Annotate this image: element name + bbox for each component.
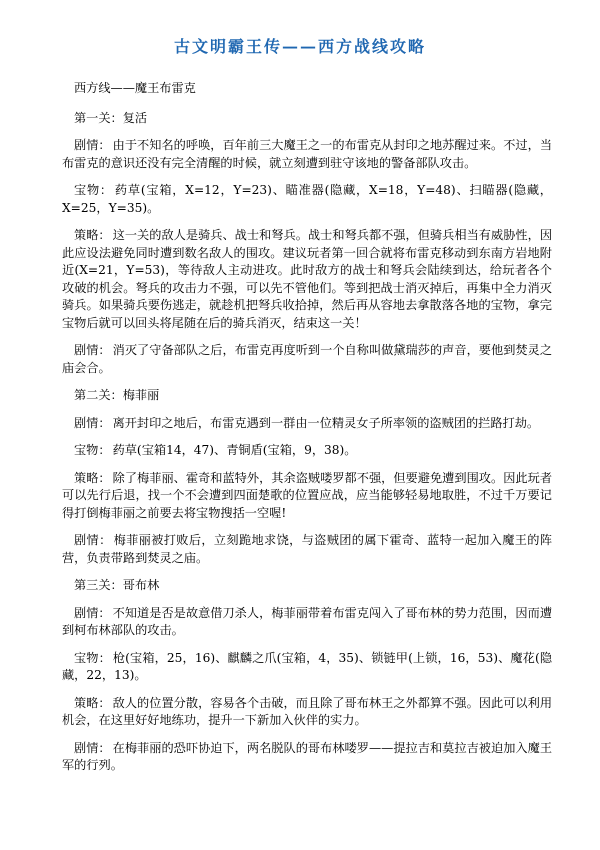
strategy-paragraph [62,470,552,523]
plot-label: 剧情： [74,740,111,755]
treasure-label: 宝物： [74,650,111,665]
plot-text: 在梅菲丽的恐吓协迫下，两名脱队的哥布林喽罗——提拉吉和莫拉吉被迫加入魔王军的行列。 [62,740,553,772]
stage-heading: 第二关：梅菲丽 [74,388,160,402]
strategy-label: 策略： [74,695,111,710]
treasure-text: 药草(宝箱14，47)、青铜盾(宝箱，9，38)。 [112,443,357,457]
plot-label: 剧情： [74,343,111,357]
strategy-paragraph [62,227,552,332]
strategy-text: 敌人的位置分散，容易各个击破，而且除了哥布林王之外都算不强。因此可以利用机会，在这里好好地练功，提升一下新加入伙伴的实力。 [62,695,553,727]
plot-label: 剧情： [74,138,111,152]
section-title: 西方线——魔王布雷克 [74,81,196,95]
stage-heading: 第三关：哥布林 [74,578,160,592]
page-title: 古文明霸王传——西方战线攻略 [173,37,426,56]
article-body [62,80,552,785]
plot-label: 剧情： [74,605,111,620]
plot-text: 消灭了守备部队之后，布雷克再度听到一个自称叫做黛瑞莎的声音，要他到焚灵之庙会合。 [62,343,553,375]
plot-label: 剧情： [74,415,111,430]
plot-text: 梅菲丽被打败后，立刻跪地求饶，与盗贼团的属下霍奇、蓝特一起加入魔王的阵营，负责带路到焚灵之庙。 [62,533,553,565]
treasure-label: 宝物： [74,183,113,197]
plot-label: 剧情： [74,533,112,547]
strategy-text: 这一关的敌人是骑兵、战士和弩兵。战士和弩兵都不强，但骑兵相当有威胁性，因此应设法避免同时遭到数名敌人的围攻。建议玩者第一回合就将布雷克移动到东南方岩地附近(X=21，Y=53)，等待敌人主动进攻。此时敌方的战士和弩兵会陆续到达，给玩者各个攻破的机会。弩兵的攻击力不强，可以先不管他们。等到把战士消灭掉后，再集中全力消灭骑兵。如果骑兵要伤逃走，就趁机把弩兵收拾掉，然后再从容地去拿散落各地的宝物，拿完宝物后就可以回头将尾随在后的骑兵消灭，结束这一关！ [62,228,553,330]
strategy-label: 策略： [74,228,111,242]
treasure-paragraph [62,650,552,685]
plot-paragraph [62,605,552,640]
treasure-label: 宝物： [74,443,111,457]
treasure-paragraph [62,442,552,460]
treasure-text: 药草(宝箱，X=12，Y=23)、瞄准器(隐藏，X=18，Y=48)、扫瞄器(隐藏，X=25，Y=35)。 [62,183,552,215]
treasure-paragraph [62,182,552,217]
plot-paragraph [62,342,552,377]
treasure-text: 枪(宝箱，25，16)、麒麟之爪(宝箱，4，35)、锁链甲(上锁，16，53)、魔花(隐藏，22，13)。 [62,650,553,682]
plot-text: 离开封印之地后，布雷克遇到一群由一位精灵女子所率领的盗贼团的拦路打劫。 [112,415,540,430]
plot-paragraph [62,740,552,775]
strategy-text: 除了梅菲丽、霍奇和蓝特外，其余盗贼喽罗都不强，但要避免遭到围攻。因此玩者可以先行后退，找一个不会遭到四面楚歌的位置应战，应当能够轻易地取胜，不过千万要记得打倒梅菲丽之前要去将宝物搜括一空喔! [62,470,553,520]
plot-text: 不知道是否是故意借刀杀人，梅菲丽带着布雷克闯入了哥布林的势力范围，因而遭到柯布林部队的攻击。 [62,605,553,637]
plot-text: 由于不知名的呼唤，百年前三大魔王之一的布雷克从封印之地苏醒过来。不过，当布雷克的意识还没有完全清醒的时候，就立刻遭到驻守该地的警备部队攻击。 [62,138,553,170]
strategy-label: 策略： [74,470,111,485]
stage-heading: 第一关：复活 [74,110,148,125]
plot-paragraph [62,137,552,172]
strategy-paragraph [62,695,552,730]
plot-paragraph [62,415,552,433]
plot-paragraph [62,532,552,567]
